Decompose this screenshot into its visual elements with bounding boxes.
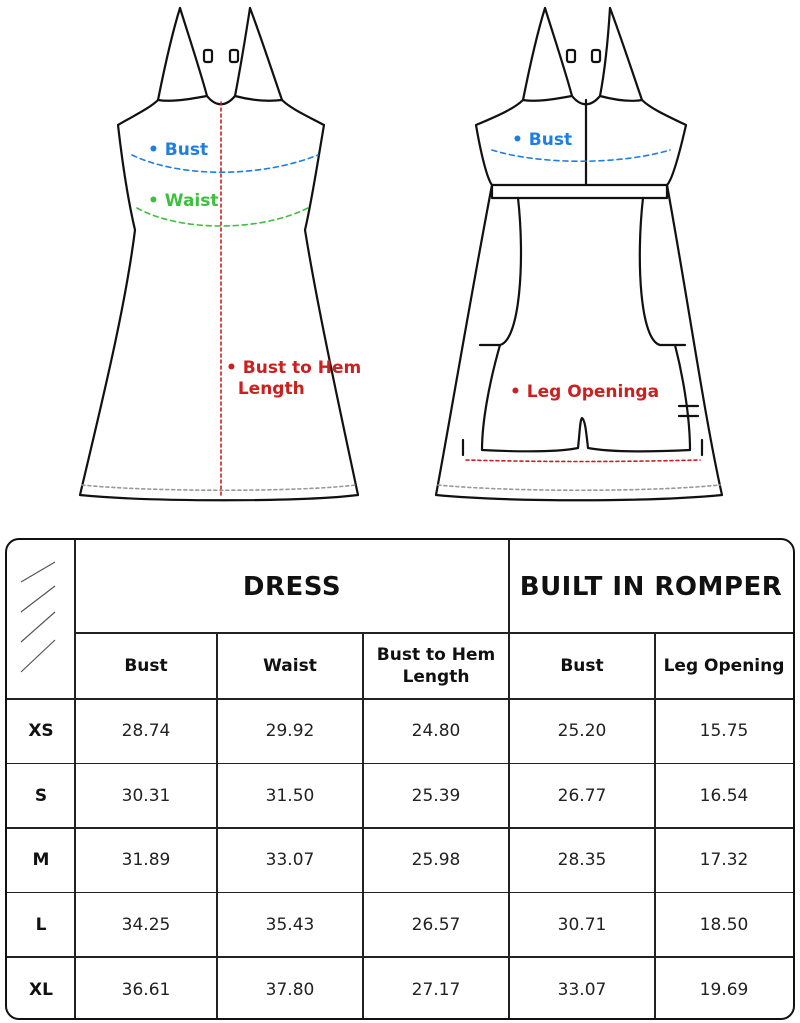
dress-illustration [80, 8, 358, 500]
table-row [7, 957, 793, 1020]
table-row [7, 764, 793, 829]
dress-length-label: • Bust to Hem Length [226, 358, 362, 399]
col-header-dress-bust: Bust [124, 656, 168, 676]
cell-dress-bust: 31.89 [121, 850, 171, 871]
cell-romper-leg: 16.54 [699, 785, 749, 806]
cell-romper-leg: 18.50 [699, 915, 749, 936]
size-label: L [35, 915, 47, 936]
cell-dress-waist: 29.92 [265, 721, 315, 742]
cell-dress-bust: 28.74 [121, 721, 171, 742]
cell-romper-leg: 15.75 [699, 721, 749, 742]
col-header-romper-leg: Leg Opening [663, 656, 785, 676]
size-chart-table [5, 538, 795, 1020]
size-label: XL [29, 979, 53, 1000]
romper-group-header: BUILT IN ROMPER [519, 571, 783, 602]
size-label: XS [28, 721, 54, 742]
cell-dress-length: 27.17 [411, 979, 461, 1000]
cell-dress-bust: 30.31 [121, 785, 171, 806]
cell-romper-bust: 28.35 [557, 850, 607, 871]
table-row [7, 828, 793, 893]
cell-dress-waist: 33.07 [265, 850, 315, 871]
column-header-row [7, 633, 793, 699]
cell-romper-leg: 19.69 [699, 979, 749, 1000]
table-row [7, 893, 793, 958]
cell-dress-waist: 31.50 [265, 785, 315, 806]
dress-group-header: DRESS [242, 571, 342, 602]
cell-romper-bust: 30.71 [557, 915, 607, 936]
dress-waist-label: • Waist [148, 191, 219, 211]
cell-dress-length: 25.98 [411, 850, 461, 871]
romper-bust-label: • Bust [512, 130, 573, 150]
cell-romper-bust: 26.77 [557, 785, 607, 806]
cell-dress-waist: 35.43 [265, 915, 315, 936]
size-label: S [34, 785, 48, 806]
romper-leg-label: • Leg Openinga [510, 382, 660, 402]
cell-dress-bust: 34.25 [121, 915, 171, 936]
table-row [7, 699, 793, 764]
cell-dress-length: 26.57 [411, 915, 461, 936]
group-header-row [7, 540, 793, 633]
romper-illustration [436, 8, 722, 500]
cell-romper-bust: 33.07 [557, 979, 607, 1000]
cell-dress-bust: 36.61 [121, 979, 171, 1000]
size-label: M [32, 850, 50, 871]
cell-dress-length: 25.39 [411, 785, 461, 806]
cell-dress-length: 24.80 [411, 721, 461, 742]
col-header-dress-length: Bust to Hem Length [376, 645, 496, 687]
dress-bust-label: • Bust [148, 140, 209, 160]
col-header-romper-bust: Bust [560, 656, 604, 676]
cell-romper-leg: 17.32 [699, 850, 749, 871]
col-header-dress-waist: Waist [263, 656, 317, 676]
cell-dress-waist: 37.80 [265, 979, 315, 1000]
cell-romper-bust: 25.20 [557, 721, 607, 742]
